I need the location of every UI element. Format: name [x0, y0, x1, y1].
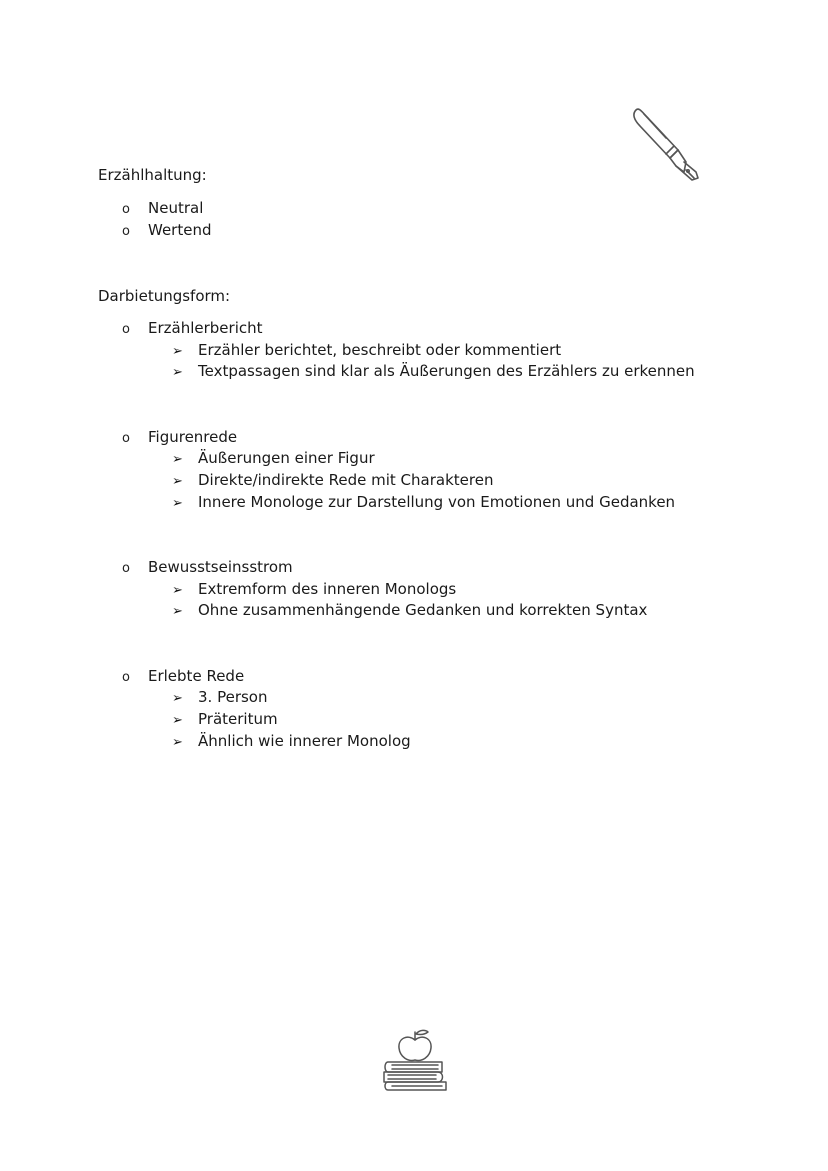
sub-list-item — [172, 600, 647, 622]
circle-bullet-icon: o — [122, 670, 130, 685]
sub-list-item — [172, 579, 456, 601]
list-item — [122, 557, 293, 579]
arrow-bullet-icon: ➢ — [172, 365, 183, 380]
sub-item-label: Innere Monologe zur Darstellung von Emotionen und Gedanken — [198, 493, 676, 511]
sub-item-label: Ähnlich wie innerer Monolog — [198, 732, 411, 750]
list-item — [122, 220, 212, 242]
sub-list-item — [172, 731, 411, 753]
sub-item-label: Textpassagen sind klar als Äußerungen des Erzählers zu erkennen — [198, 362, 695, 380]
sub-list-item — [172, 492, 675, 514]
arrow-bullet-icon: ➢ — [172, 691, 183, 706]
sub-item-label: 3. Person — [198, 688, 268, 706]
list-item — [122, 318, 263, 340]
circle-bullet-icon: o — [122, 431, 130, 446]
arrow-bullet-icon: ➢ — [172, 474, 183, 489]
sub-item-label: Extremform des inneren Monologs — [198, 580, 457, 598]
sub-list-item — [172, 687, 268, 709]
arrow-bullet-icon: ➢ — [172, 452, 183, 467]
apple-on-books-icon — [378, 1026, 452, 1092]
arrow-bullet-icon: ➢ — [172, 735, 183, 750]
sub-item-label: Ohne zusammenhängende Gedanken und korrekten Syntax — [198, 601, 648, 619]
list-item — [122, 198, 203, 220]
arrow-bullet-icon: ➢ — [172, 583, 183, 598]
list-item — [122, 427, 237, 449]
sub-item-label: Äußerungen einer Figur — [198, 449, 375, 467]
section-heading-darbietungsform: Darbietungsform: — [98, 287, 231, 305]
circle-bullet-icon: o — [122, 561, 130, 576]
group-title: Erlebte Rede — [148, 667, 245, 685]
list-item-label: Wertend — [148, 221, 212, 239]
sub-list-item — [172, 361, 695, 383]
sub-item-label: Direkte/indirekte Rede mit Charakteren — [198, 471, 494, 489]
arrow-bullet-icon: ➢ — [172, 604, 183, 619]
group-title: Bewusstseinsstrom — [148, 558, 293, 576]
sub-list-item — [172, 470, 493, 492]
arrow-bullet-icon: ➢ — [172, 496, 183, 511]
section-heading-erzaehlhaltung: Erzählhaltung: — [98, 166, 207, 184]
arrow-bullet-icon: ➢ — [172, 344, 183, 359]
sub-list-item — [172, 340, 561, 362]
fountain-pen-icon — [626, 100, 704, 186]
sub-item-label: Präteritum — [198, 710, 278, 728]
list-item — [122, 666, 244, 688]
sub-list-item — [172, 448, 375, 470]
list-item-label: Neutral — [148, 199, 204, 217]
circle-bullet-icon: o — [122, 202, 130, 217]
group-title: Figurenrede — [148, 428, 238, 446]
circle-bullet-icon: o — [122, 322, 130, 337]
arrow-bullet-icon: ➢ — [172, 713, 183, 728]
group-title: Erzählerbericht — [148, 319, 263, 337]
sub-item-label: Erzähler berichtet, beschreibt oder kommentiert — [198, 341, 562, 359]
sub-list-item — [172, 709, 278, 731]
circle-bullet-icon: o — [122, 224, 130, 239]
